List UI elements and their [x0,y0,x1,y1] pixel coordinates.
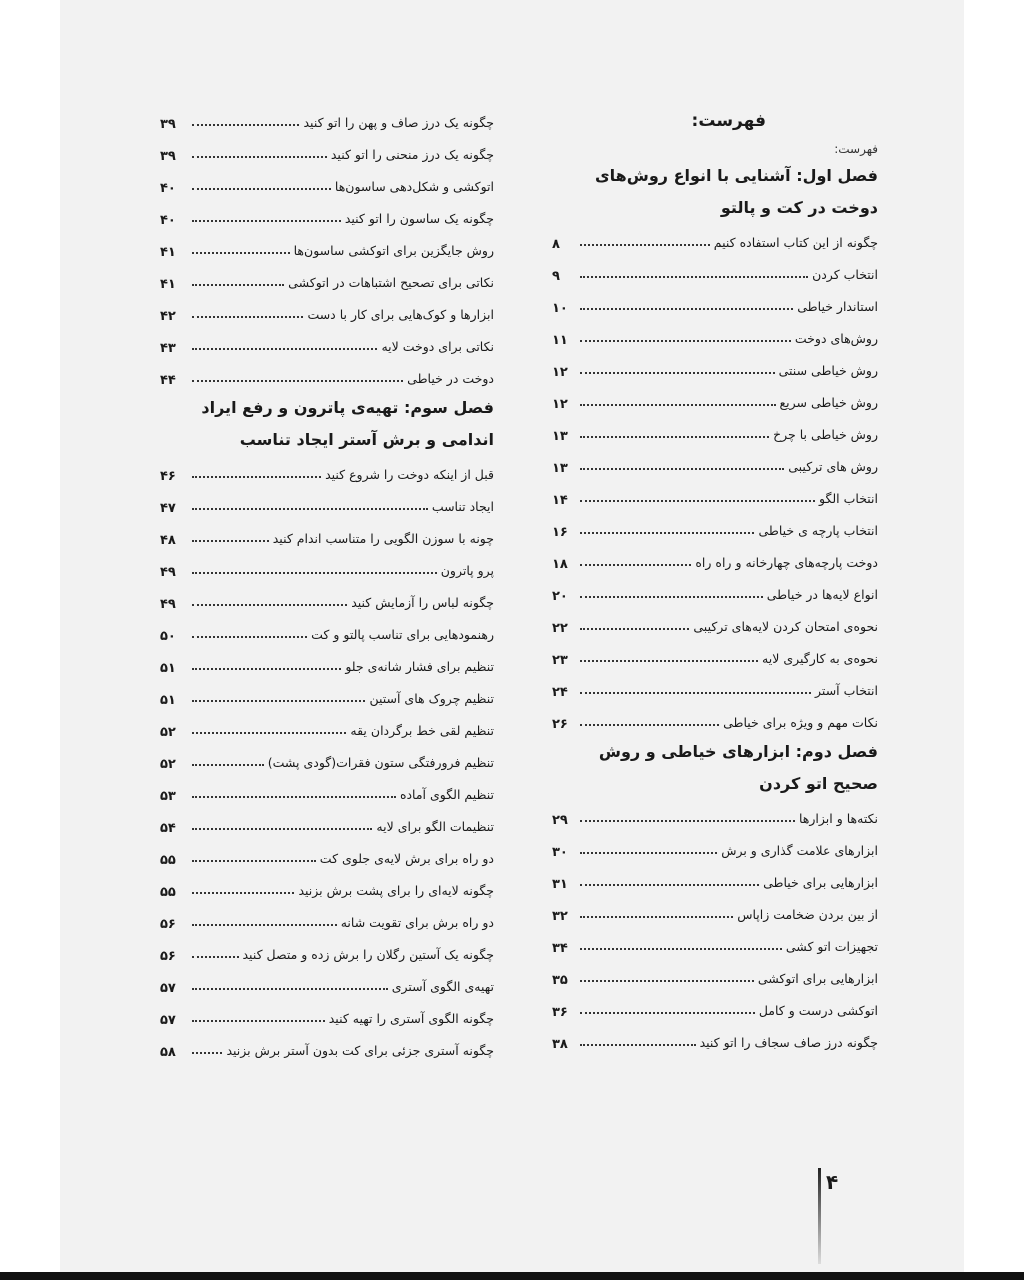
toc-entry [552,416,878,448]
toc-entry [552,288,878,320]
toc-entry [160,232,494,264]
toc-entry-page: ۳۰ [552,845,568,860]
toc-entry-title: دو راه برای برش لایه‌ی جلوی کت [319,851,494,866]
toc-dot-leader [192,220,341,222]
toc-dot-leader [192,796,396,798]
toc-dot-leader [192,604,347,606]
toc-dot-leader [580,884,759,886]
toc-entry-page: ۴۰ [160,213,176,228]
toc-dot-leader [580,628,689,630]
toc-entry-title: ابزارهای علامت گذاری و برش [721,843,878,858]
toc-dot-leader [580,276,808,278]
toc-dot-leader [580,308,793,310]
toc-entry-page: ۳۴ [552,941,568,956]
toc-entry [160,872,494,904]
toc-entry-title: چگونه یک درز منحنی را اتو کنید [330,147,494,162]
toc-entry-page: ۱۲ [552,365,568,380]
toc-entry-page: ۵۵ [160,885,176,900]
toc-entry-title: چگونه آستری جزئی برای کت بدون آستر برش بزنید [226,1043,494,1058]
toc-dot-leader [192,956,239,958]
toc-entry [552,448,878,480]
toc-entry-title: دوخت در خیاطی [407,371,494,386]
toc-entry [160,680,494,712]
toc-dot-leader [192,316,303,318]
toc-dot-leader [192,732,346,734]
toc-entry [160,360,494,392]
toc-dot-leader [580,1044,696,1046]
toc-entry-title: نحوه‌ی امتحان کردن لایه‌های ترکیبی [693,619,878,634]
toc-dot-leader [580,404,776,406]
toc-entry-title: نکاتی برای دوخت لایه [381,339,494,354]
toc-entry-page: ۱۲ [552,397,568,412]
toc-entry [552,800,878,832]
toc-dot-leader [580,692,811,694]
toc-entry-title: اتوکشی درست و کامل [758,1003,878,1018]
toc-entry [160,968,494,1000]
toc-entry-title: رهنمودهایی برای تناسب پالتو و کت [311,627,494,642]
toc-dot-leader [580,372,775,374]
toc-entry-page: ۵۵ [160,853,176,868]
toc-dot-leader [192,668,341,670]
toc-entry-title: انواع لایه‌ها در خیاطی [766,587,878,602]
toc-dot-leader [580,340,791,342]
toc-entry-title: تنظیم لقی خط برگردان یقه [350,723,494,738]
toc-entry-page: ۲۹ [552,813,568,828]
toc-entry [552,544,878,576]
toc-dot-leader [192,828,372,830]
toc-dot-leader [192,284,284,286]
toc-right-list [552,160,878,1056]
toc-entry [160,264,494,296]
toc-entry [552,608,878,640]
toc-entry [552,992,878,1024]
toc-entry-title: استاندار خیاطی [797,299,878,314]
bottom-bar [0,1272,1024,1280]
toc-entry [552,832,878,864]
toc-entry-title: نکته‌ها و ابزارها [799,811,878,826]
toc-entry-page: ۹ [552,269,560,284]
toc-entry [552,224,878,256]
toc-entry [552,960,878,992]
toc-entry-title: چگونه لباس را آزمایش کنید [351,595,494,610]
toc-entry-page: ۴۹ [160,565,176,580]
toc-entry [552,384,878,416]
toc-entry [552,672,878,704]
toc-entry-title: انتخاب پارچه ی خیاطی [758,523,878,538]
toc-entry [160,776,494,808]
toc-entry-title: چگونه الگوی آستری را تهیه کنید [328,1011,494,1026]
page-number: ۴ [826,1170,839,1194]
toc-entry [552,480,878,512]
toc-entry-page: ۴۰ [160,181,176,196]
toc-entry-page: ۸ [552,237,560,252]
toc-entry-title: انتخاب کردن [812,267,878,282]
toc-entry [160,616,494,648]
toc-entry-page: ۵۱ [160,693,176,708]
toc-entry-title: نکاتی برای تصحیح اشتباهات در اتوکشی [288,275,494,290]
toc-dot-leader [192,924,337,926]
toc-entry [160,488,494,520]
toc-dot-leader [580,532,754,534]
toc-entry [160,936,494,968]
toc-dot-leader [580,244,710,246]
toc-chapter-heading: فصل اول: آشنایی با انواع روش‌های دوخت در کت و پالتو [595,166,878,217]
toc-entry-page: ۵۱ [160,661,176,676]
toc-entry [160,1032,494,1064]
toc-entry-page: ۳۹ [160,117,176,132]
toc-dot-leader [580,948,782,950]
toc-entry-page: ۲۰ [552,589,568,604]
toc-entry-title: چگونه لایه‌ای را برای پشت برش بزنید [298,883,494,898]
toc-entry [160,552,494,584]
toc-dot-leader [580,980,754,982]
toc-entry-page: ۲۳ [552,653,568,668]
toc-entry-title: تنظیم چروک های آستین [369,691,494,706]
toc-entry-page: ۱۱ [552,333,568,348]
toc-dot-leader [192,636,307,638]
toc-dot-leader [580,596,763,598]
toc-dot-leader [192,892,294,894]
toc-dot-leader [580,724,719,726]
toc-left-column [160,104,494,1064]
toc-dot-leader [192,1052,222,1054]
toc-entry-title: روش های ترکیبی [788,459,878,474]
toc-entry [552,256,878,288]
toc-chapter-heading: فصل دوم: ابزارهای خیاطی و روش صحیح اتو کردن [598,742,878,793]
toc-dot-leader [192,860,316,862]
toc-entry [552,512,878,544]
toc-dot-leader [192,252,290,254]
toc-entry-page: ۲۶ [552,717,568,732]
toc-dot-leader [192,124,299,126]
toc-entry-title: دو راه برش برای تقویت شانه [340,915,494,930]
toc-entry [160,1000,494,1032]
toc-chapter-heading: فصل سوم: تهیه‌ی پاترون و رفع ایراد اندامی و برش آستر ایجاد تناسب [201,398,494,449]
toc-dot-leader [192,156,327,158]
toc-dot-leader [192,380,403,382]
toc-dot-leader [580,916,733,918]
toc-entry-title: چونه با سوزن الگویی را متناسب اندام کنید [272,531,494,546]
toc-entry [552,864,878,896]
toc-dot-leader [580,660,758,662]
toc-entry-title: ابزارهایی برای اتوکشی [757,971,878,986]
toc-entry-page: ۱۳ [552,461,568,476]
toc-dot-leader [192,188,331,190]
toc-entry-page: ۵۶ [160,917,176,932]
toc-entry-page: ۴۶ [160,469,176,484]
toc-entry-page: ۵۳ [160,789,176,804]
toc-entry [160,328,494,360]
toc-entry-page: ۱۶ [552,525,568,540]
toc-entry-title: روش خیاطی با چرخ [773,427,878,442]
toc-entry [160,136,494,168]
toc-dot-leader [192,700,365,702]
toc-entry-title: چگونه از این کتاب استفاده کنیم [713,235,878,250]
toc-entry-page: ۳۲ [552,909,568,924]
toc-entry-page: ۴۱ [160,245,176,260]
toc-entry-title: روش جایگزین برای اتوکشی ساسون‌ها [293,243,494,258]
toc-right-column [552,104,878,1056]
toc-entry [160,904,494,936]
toc-entry [160,744,494,776]
toc-dot-leader [192,476,321,478]
toc-entry-title: ابزارهایی برای خیاطی [763,875,878,890]
toc-entry-page: ۳۵ [552,973,568,988]
toc-dot-leader [192,572,437,574]
toc-entry-page: ۳۸ [552,1037,568,1052]
toc-dot-leader [580,468,784,470]
toc-entry-page: ۱۴ [552,493,568,508]
toc-entry-page: ۴۸ [160,533,176,548]
toc-dot-leader [580,436,769,438]
toc-entry-title: ایجاد تناسب [431,499,494,514]
toc-entry-title: نحوه‌ی به کارگیری لایه [762,651,878,666]
toc-entry-title: روش خیاطی سنتی [778,363,878,378]
toc-entry [552,928,878,960]
toc-entry-page: ۴۲ [160,309,176,324]
toc-entry [160,200,494,232]
toc-entry-page: ۵۲ [160,757,176,772]
toc-entry-page: ۵۶ [160,949,176,964]
toc-dot-leader [580,852,717,854]
toc-entry [160,520,494,552]
toc-entry-page: ۳۹ [160,149,176,164]
toc-entry-title: نکات مهم و ویژه برای خیاطی [723,715,878,730]
toc-dot-leader [580,820,795,822]
toc-entry-title: روش‌های دوخت [794,331,878,346]
toc-entry-page: ۲۴ [552,685,568,700]
toc-entry-page: ۴۴ [160,373,176,388]
toc-entry [160,168,494,200]
toc-entry-page: ۵۷ [160,1013,176,1028]
toc-entry-title: چگونه درز صاف سجاف را اتو کنید [699,1035,878,1050]
toc-entry-page: ۴۳ [160,341,176,356]
toc-entry-title: دوخت پارچه‌های چهارخانه و راه راه [695,555,878,570]
toc-entry-page: ۵۸ [160,1045,176,1060]
toc-entry-page: ۵۴ [160,821,176,836]
toc-entry [160,648,494,680]
toc-entry-page: ۳۶ [552,1005,568,1020]
toc-dot-leader [192,1020,325,1022]
toc-dot-leader [580,1012,755,1014]
toc-entry-title: تنظیم برای فشار شانه‌ی جلو [345,659,494,674]
toc-entry [160,712,494,744]
toc-entry-title: روش خیاطی سریع [779,395,878,410]
toc-entry-title: تنظیمات الگو برای لایه [376,819,494,834]
toc-entry [160,840,494,872]
toc-entry-title: انتخاب الگو [819,491,878,506]
toc-entry-page: ۱۰ [552,301,568,316]
toc-dot-leader [192,540,269,542]
toc-dot-leader [580,564,691,566]
toc-dot-leader [580,500,815,502]
toc-heading: فهرست: [691,111,766,131]
toc-entry [160,104,494,136]
toc-entry-title: انتخاب آستر [815,683,878,698]
toc-entry-page: ۴۹ [160,597,176,612]
toc-dot-leader [192,764,264,766]
toc-entry-page: ۲۲ [552,621,568,636]
toc-dot-leader [192,988,388,990]
toc-entry [552,352,878,384]
toc-entry [552,576,878,608]
toc-entry-title: ابزارها و کوک‌هایی برای کار با دست [307,307,494,322]
toc-entry-title: چگونه یک ساسون را اتو کنید [344,211,494,226]
toc-entry-page: ۱۸ [552,557,568,572]
toc-entry [552,1024,878,1056]
toc-entry [552,896,878,928]
toc-entry-title: اتوکشی و شکل‌دهی ساسون‌ها [334,179,494,194]
toc-entry-page: ۵۰ [160,629,176,644]
toc-subheading: فهرست: [834,142,878,156]
toc-entry-page: ۴۷ [160,501,176,516]
toc-entry [552,320,878,352]
toc-entry-page: ۳۱ [552,877,568,892]
toc-entry-title: از بین بردن ضخامت زاپاس [737,907,878,922]
toc-entry-title: چگونه یک درز صاف و پهن را اتو کنید [303,115,494,130]
folio-rule [818,1168,821,1264]
toc-entry-page: ۴۱ [160,277,176,292]
toc-entry-page: ۵۷ [160,981,176,996]
toc-entry [160,808,494,840]
toc-entry-title: پرو پاترون [440,563,494,578]
toc-entry-title: قبل از اینکه دوخت را شروع کنید [325,467,494,482]
toc-entry [552,704,878,736]
toc-dot-leader [192,348,377,350]
toc-entry [160,456,494,488]
toc-entry-title: چگونه یک آستین رگلان را برش زده و متصل کنید [242,947,494,962]
toc-dot-leader [192,508,428,510]
toc-entry [160,584,494,616]
toc-entry-page: ۱۳ [552,429,568,444]
toc-entry-title: تنظیم فرورفتگی ستون فقرات(گودی پشت) [267,755,494,770]
toc-left-list [160,104,494,1064]
toc-entry-title: تجهیزات اتو کشی [785,939,878,954]
toc-entry-title: تنظیم الگوی آماده [399,787,494,802]
toc-entry-title: تهیه‌ی الگوی آستری [391,979,494,994]
toc-entry [160,296,494,328]
toc-entry-page: ۵۲ [160,725,176,740]
toc-entry [552,640,878,672]
